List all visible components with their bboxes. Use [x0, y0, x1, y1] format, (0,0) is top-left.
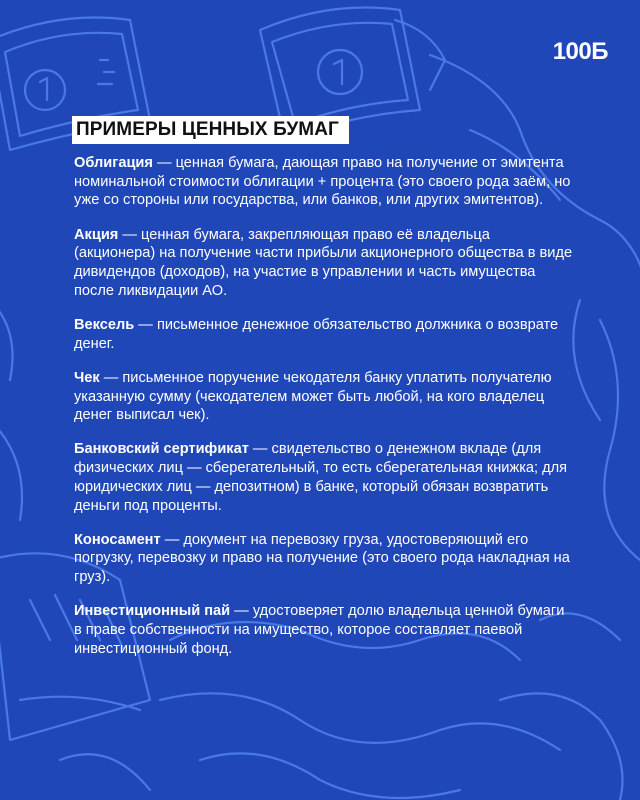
entry-definition: — свидетельство о денежном вкладе (для физических лиц — сберегательный, то есть сберегательная книжка; для юридических лиц — депозитном) в банке, который обязан возвратить деньги под проценты.: [74, 441, 568, 514]
entry-bond: [74, 154, 574, 210]
entry-term: Вексель: [74, 316, 135, 333]
entry-term: Чек: [74, 369, 100, 386]
entry-bill-of-lading: [74, 531, 574, 587]
entry-term: Инвестиционный пай: [74, 603, 231, 620]
entry-term: Акция: [74, 226, 119, 243]
entry-term: Облигация: [74, 155, 153, 171]
entries-list: [74, 154, 574, 674]
entry-definition: — ценная бумага, дающая право на получение от эмитента номинальной стоимости облигации + процента (это своего рода заём, но уже со стороны или государства, или банков, или других эмитентов).: [74, 155, 571, 209]
brand-logo: 100Б: [552, 38, 608, 65]
entry-term: Коносамент: [74, 531, 161, 548]
entry-definition: — письменное денежное обязательство должника о возврате денег.: [74, 316, 559, 352]
entry-definition: — удостоверяет долю владельца ценной бумаги в праве собственности на имущество, которое составляет паевой инвестиционный фонд.: [74, 603, 565, 657]
entry-definition: — документ на перевозку груза, удостоверяющий его погрузку, перевозку и право на получение (это своего рода накладная на груз).: [74, 531, 570, 586]
entry-certificate: [74, 440, 574, 515]
entry-cheque: [74, 369, 574, 425]
entry-bill: [74, 316, 574, 353]
entry-definition: — письменное поручение чекодателя банку уплатить получателю указанную сумму (чекодателем может быть любой, на кого владелец денег выписал чек).: [74, 369, 552, 424]
entry-share: [74, 226, 574, 301]
entry-term: Банковский сертификат: [74, 441, 249, 458]
entry-definition: — ценная бумага, закрепляющая право её владельца (акционера) на получение части прибыли акционерного общества в виде дивидендов (доходов), на участие в управлении и часть имущества после ликвидации АО.: [74, 226, 573, 299]
entry-investment-unit: [74, 602, 574, 658]
page-title: ПРИМЕРЫ ЦЕННЫХ БУМАГ: [72, 116, 349, 144]
